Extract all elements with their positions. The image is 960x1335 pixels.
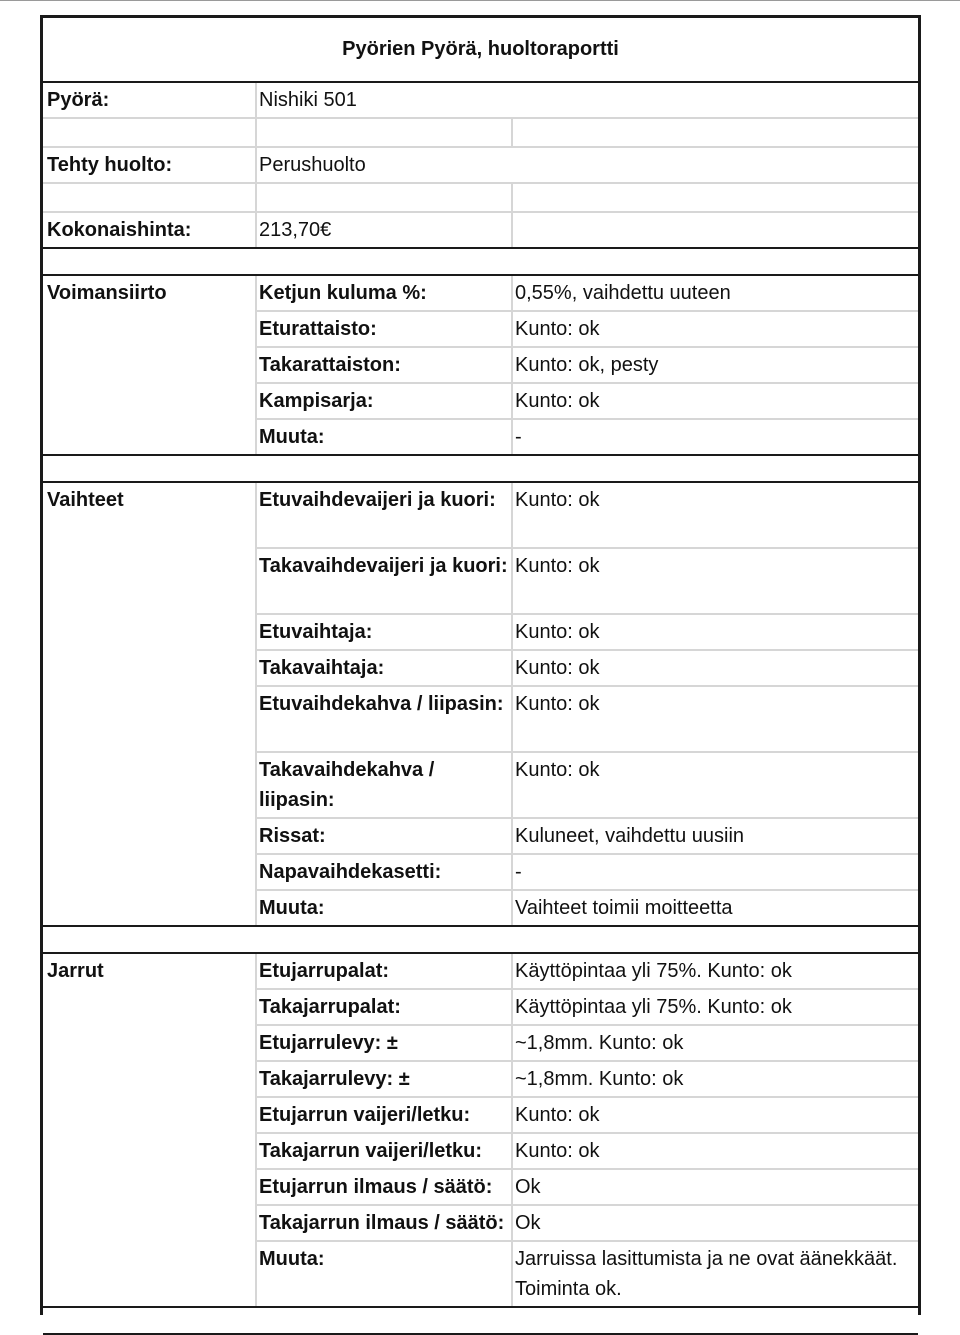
row-divider (255, 1168, 918, 1170)
row-divider (255, 1060, 918, 1062)
row-divider (255, 685, 918, 687)
section-divider (43, 952, 918, 954)
field-value: Ok (515, 1212, 541, 1234)
field-label: Ketjun kuluma %: (259, 282, 427, 304)
column-divider (511, 276, 513, 454)
info-label: Pyörä: (47, 89, 110, 111)
field-label: Rissat: (259, 825, 326, 847)
row-divider (255, 382, 918, 384)
info-label: Kokonaishinta: (47, 219, 192, 241)
field-value: Kunto: ok (515, 1140, 600, 1162)
field-label: Kampisarja: (259, 390, 374, 412)
section-divider (43, 81, 918, 83)
row-divider (43, 211, 918, 213)
row-divider (255, 649, 918, 651)
section-divider (43, 274, 918, 276)
field-value: 0,55%, vaihdettu uuteen (515, 282, 731, 304)
field-label: Napavaihdekasetti: (259, 861, 442, 883)
field-value: Kunto: ok (515, 390, 600, 412)
column-divider (255, 83, 257, 148)
row-divider (255, 310, 918, 312)
column-divider (255, 213, 257, 247)
info-value: Perushuolto (259, 154, 366, 176)
field-value: Kunto: ok (515, 759, 600, 781)
column-divider (255, 954, 257, 1306)
field-value: Jarruissa lasittumista ja ne ovat äänekkäät. Toiminta ok. (515, 1248, 898, 1300)
field-value: Kunto: ok (515, 489, 600, 511)
field-label: Etuvaihtaja: (259, 621, 373, 643)
field-value: Kunto: ok (515, 621, 600, 643)
section-divider (43, 247, 918, 249)
field-value: - (515, 861, 522, 883)
field-value: Kunto: ok (515, 657, 600, 679)
row-divider (255, 817, 918, 819)
top-edge-line (0, 0, 960, 1)
field-value: Kunto: ok, pesty (515, 354, 659, 376)
field-label: Etujarrulevy: ± (259, 1032, 398, 1054)
row-divider (255, 889, 918, 891)
field-label: Etujarrupalat: (259, 960, 390, 982)
row-divider (43, 146, 918, 148)
field-value: Kunto: ok (515, 1104, 600, 1126)
section-name: Jarrut (47, 960, 104, 982)
field-label: Takajarrun ilmaus / säätö: (259, 1212, 505, 1234)
field-label: Takavaihdekahva / liipasin: (259, 759, 435, 811)
field-label: Eturattaisto: (259, 318, 377, 340)
field-label: Takavaihtaja: (259, 657, 385, 679)
field-label: Etujarrun vaijeri/letku: (259, 1104, 471, 1126)
info-label: Tehty huolto: (47, 154, 173, 176)
field-label: Etuvaihdekahva / liipasin: (259, 693, 504, 715)
field-value: ~1,8mm. Kunto: ok (515, 1032, 684, 1054)
column-divider (255, 276, 257, 454)
field-value: ~1,8mm. Kunto: ok (515, 1068, 684, 1090)
info-value: Nishiki 501 (259, 89, 357, 111)
info-value: 213,70€ (259, 219, 332, 241)
field-label: Takajarrulevy: ± (259, 1068, 410, 1090)
field-value: Vaihteet toimii moitteetta (515, 897, 733, 919)
column-divider (511, 483, 513, 925)
row-divider (255, 853, 918, 855)
field-value: Ok (515, 1176, 541, 1198)
section-name: Voimansiirto (47, 282, 167, 304)
field-value: Kunto: ok (515, 318, 600, 340)
row-divider (255, 1096, 918, 1098)
row-divider (255, 988, 918, 990)
field-label: Muuta: (259, 426, 325, 448)
row-divider (255, 547, 918, 549)
field-value: - (515, 426, 522, 448)
field-value: Käyttöpintaa yli 75%. Kunto: ok (515, 960, 792, 982)
row-divider (255, 613, 918, 615)
section-divider (43, 454, 918, 456)
column-divider (255, 483, 257, 925)
field-label: Takarattaiston: (259, 354, 401, 376)
field-label: Etuvaihdevaijeri ja kuori: (259, 489, 496, 511)
column-divider (511, 117, 513, 148)
service-report-table (40, 15, 921, 1315)
field-label: Muuta: (259, 897, 325, 919)
field-label: Takajarrun vaijeri/letku: (259, 1140, 483, 1162)
row-divider (43, 117, 918, 119)
row-divider (255, 1240, 918, 1242)
field-value: Kunto: ok (515, 693, 600, 715)
section-divider (43, 481, 918, 483)
column-divider (255, 148, 257, 213)
row-divider (255, 1204, 918, 1206)
section-divider (43, 925, 918, 927)
row-divider (255, 418, 918, 420)
section-divider (43, 1306, 918, 1308)
row-divider (255, 751, 918, 753)
field-label: Etujarrun ilmaus / säätö: (259, 1176, 493, 1198)
section-name: Vaihteet (47, 489, 124, 511)
row-divider (255, 1132, 918, 1134)
column-divider (511, 954, 513, 1306)
row-divider (255, 346, 918, 348)
report-title: Pyörien Pyörä, huoltoraportti (342, 38, 619, 60)
row-divider (43, 182, 918, 184)
field-value: Käyttöpintaa yli 75%. Kunto: ok (515, 996, 792, 1018)
field-label: Takavaihdevaijeri ja kuori: (259, 555, 508, 577)
field-value: Kuluneet, vaihdettu uusiin (515, 825, 745, 847)
column-divider (511, 183, 513, 247)
field-label: Muuta: (259, 1248, 325, 1270)
row-divider (255, 1024, 918, 1026)
field-label: Takajarrupalat: (259, 996, 401, 1018)
field-value: Kunto: ok (515, 555, 600, 577)
